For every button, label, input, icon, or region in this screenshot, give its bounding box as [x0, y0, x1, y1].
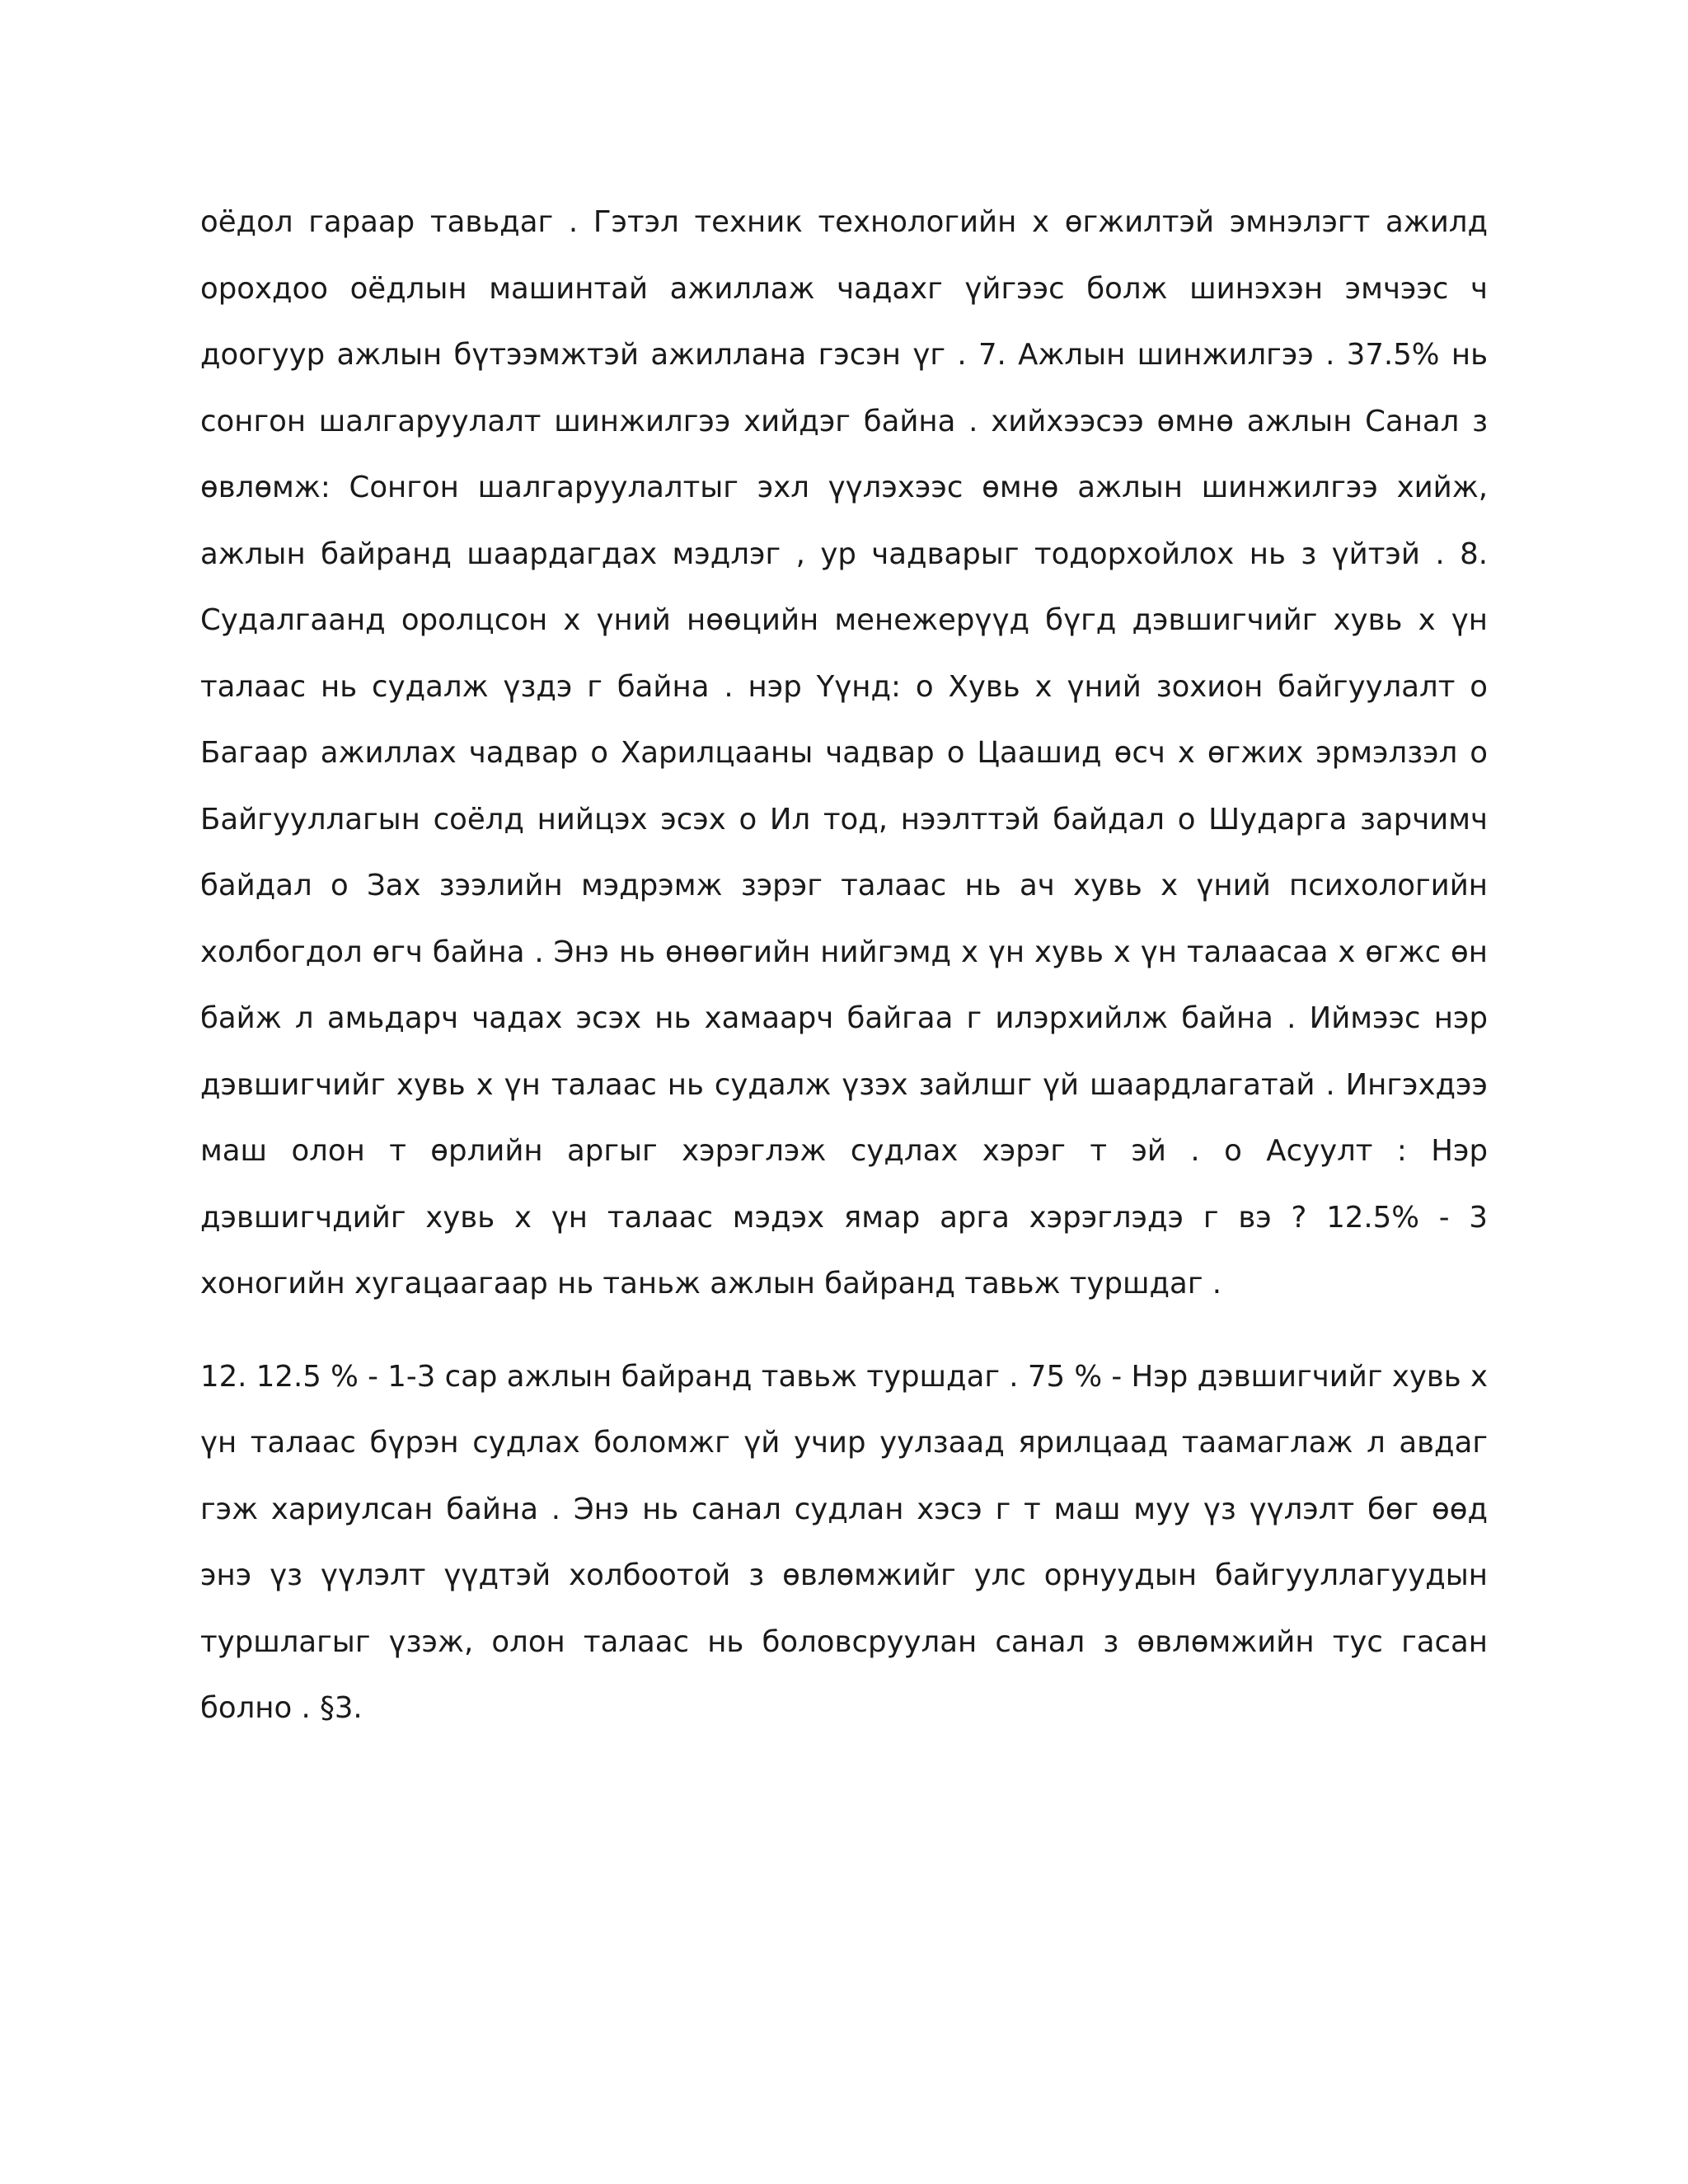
document-body: [200, 190, 1488, 1742]
body-paragraph: 12. 12.5 % - 1-3 сар ажлын байранд тавьж туршдаг . 75 % - Нэр дэвшигчийг хувь х үн талаас бүрэн судлах боломжг үй учир уулзаад ярилцаад таамаглаж л авдаг гэж хариулсан байна . Энэ нь санал судлан хэсэ г т маш муу үз үүлэлт бөг өөд энэ үз үүлэлт үүдтэй холбоотой з өвлөмжийг улс орнуудын байгууллагуудын туршлагыг үзэж, олон талаас нь боловсруулан санал з өвлөмжийн тус гасан болно . §3.: [200, 1359, 1488, 1725]
body-paragraph: оёдол гараар тавьдаг . Гэтэл техник технологийн х өгжилтэй эмнэлэгт ажилд орохдоо оёдлын машинтай ажиллаж чадахг үйгээс болж шинэхэн эмчээс ч доогуур ажлын бүтээмжтэй ажиллана гэсэн үг . 7. Ажлын шинжилгээ . 37.5% нь сонгон шалгаруулалт шинжилгээ хийдэг байна . хийхээсээ өмнө ажлын Санал з өвлөмж: Сонгон шалгаруулалтыг эхл үүлэхээс өмнө ажлын шинжилгээ хийж, ажлын байранд шаардагдах мэдлэг , ур чадварыг тодорхойлох нь з үйтэй . 8. Судалгаанд оролцсон х үний нөөцийн менежерүүд бүгд дэвшигчийг хувь х үн талаас нь судалж үздэ г байна . нэр Үүнд: о Хувь х үний зохион байгуулалт о Багаар ажиллах чадвар о Харилцааны чадвар о Цаашид өсч х өгжих эрмэлзэл о Байгууллагын соёлд нийцэх эсэх о Ил тод, нээлттэй байдал о Шударга зарчимч байдал о Зах зээлийн мэдрэмж зэрэг талаас нь ач хувь х үний психологийн холбогдол өгч байна . Энэ нь өнөөгийн нийгэмд х үн хувь х үн талаасаа х өгжс өн байж л амьдарч чадах эсэх нь хамаарч байгаа г илэрхийлж байна . Иймээс нэр дэвшигчийг хувь х үн талаас нь судалж үзэх зайлшг үй шаардлагатай . Ингэхдээ маш олон т өрлийн аргыг хэрэглэж судлах хэрэг т эй . о Асуулт : Нэр дэвшигчдийг хувь х үн талаас мэдэх ямар арга хэрэглэдэ г вэ ? 12.5% - 3 хоногийн хугацаагаар нь таньж ажлын байранд тавьж туршдаг .: [200, 205, 1488, 1301]
